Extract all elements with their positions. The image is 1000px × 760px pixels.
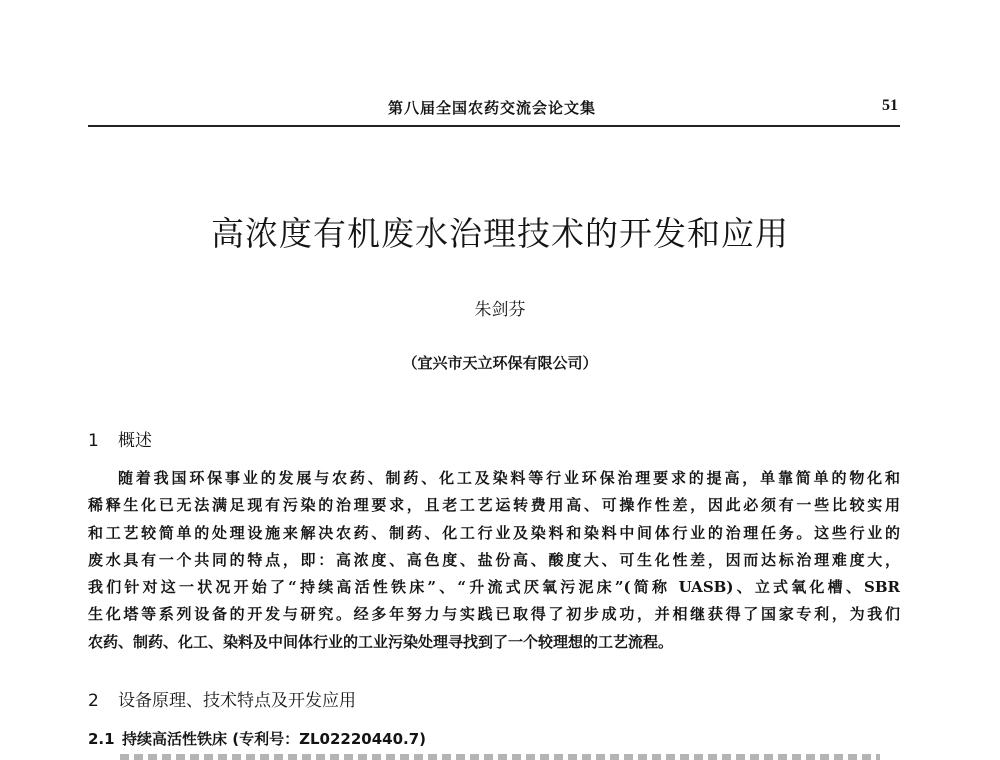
author-name: 朱剑芬 (474, 300, 526, 320)
paragraph-line: 我们针对这一状况开始了“持续高活性铁床”、“升流式厌氧污泥床”(简称 UASB)、立式氧化槽、SBR (88, 578, 900, 597)
section-number: 1 (88, 431, 99, 451)
body-paragraph (88, 465, 900, 656)
page-number: 51 (882, 97, 898, 114)
paragraph-line: 稀释生化已无法满足现有污染的治理要求，且老工艺运转费用高、可操作性差，因此必须有一些比较实用 (88, 496, 900, 515)
paragraph-line: 和工艺较简单的处理设施来解决农药、制药、化工行业及染料和染料中间体行业的治理任务。这些行业的 (88, 523, 900, 542)
affiliation: （宜兴市天立环保有限公司） (402, 354, 598, 372)
section-title: 设备原理、技术特点及开发应用 (118, 691, 356, 711)
section-title: 概述 (118, 431, 152, 451)
paper-title: 高浓度有机废水治理技术的开发和应用 (211, 214, 789, 253)
paragraph-line: 农药、制药、化工、染料及中间体行业的工业污染处理寻找到了一个较理想的工艺流程。 (88, 632, 674, 651)
running-header (88, 95, 900, 127)
paragraph-line: 生化塔等系列设备的开发与研究。经多年努力与实践已取得了初步成功，并相继获得了国家专利，为我们 (88, 605, 900, 624)
paragraph-line: 随着我国环保事业的发展与农药、制药、化工及染料等行业环保治理要求的提高，单靠简单的物化和 (118, 469, 900, 487)
section-heading-1 (88, 426, 152, 451)
subsection-title: 持续高活性铁床 (专利号：ZL02220440.7) (122, 730, 427, 748)
subsection-number: 2.1 (88, 730, 115, 748)
section-heading-2 (88, 686, 356, 711)
paragraph-line: 废水具有一个共同的特点，即：高浓度、高色度、盐份高、酸度大、可生化性差，因而达标治理难度大， (88, 550, 900, 569)
cut-off-text-line (120, 754, 880, 760)
journal-title: 第八届全国农药交流会论文集 (388, 99, 597, 117)
subsection-heading-2-1 (88, 728, 426, 749)
section-number: 2 (88, 691, 99, 711)
